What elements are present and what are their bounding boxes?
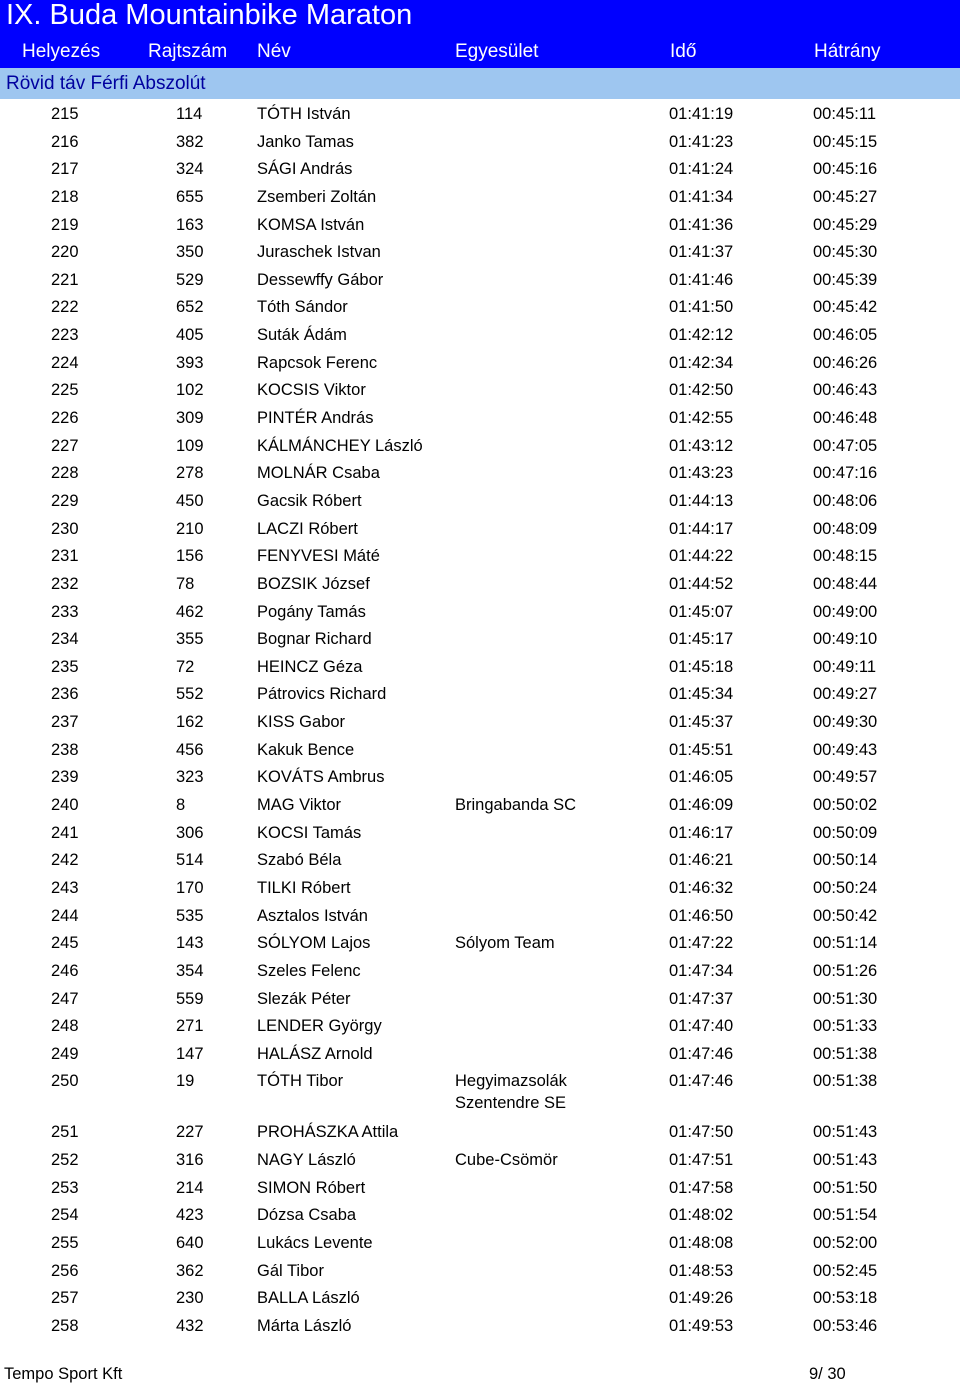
result-time: 01:41:24 [669,160,734,179]
result-name: Szabó Béla [257,851,342,870]
result-time: 01:48:02 [669,1206,734,1225]
result-place: 248 [51,1017,79,1036]
result-place: 257 [51,1289,79,1308]
result-place: 256 [51,1261,79,1280]
result-time: 01:47:40 [669,1017,734,1036]
result-name: KOMSA István [257,215,365,234]
result-gap: 00:49:10 [813,630,878,649]
result-gap: 00:45:39 [813,270,878,289]
title-bar [0,0,960,36]
result-time: 01:48:53 [669,1261,734,1280]
result-bib: 114 [176,105,203,123]
result-place: 244 [51,906,79,925]
result-bib: 323 [176,768,204,787]
table-row [0,294,960,322]
result-gap: 00:51:33 [813,1017,878,1036]
result-gap: 00:48:09 [813,519,878,538]
result-time: 01:48:08 [669,1233,734,1252]
result-bib: 450 [176,491,204,510]
result-name: PROHÁSZKA Attila [257,1123,399,1142]
footer-page-number: 9/ 30 [809,1365,846,1383]
result-place: 228 [51,464,79,483]
result-name: LACZI Róbert [257,519,358,538]
result-bib: 147 [176,1044,204,1063]
result-name: Gál Tibor [257,1261,324,1280]
table-row [0,1068,960,1119]
result-name: HEINCZ Géza [257,657,363,676]
table-row [0,654,960,682]
result-bib: 423 [176,1206,204,1225]
header-place: Helyezés [22,41,101,62]
result-gap: 00:49:11 [813,657,877,676]
result-time: 01:47:34 [669,961,734,980]
result-name: Kakuk Bence [257,740,355,759]
result-club: Bringabanda SC [455,796,577,815]
table-row [0,958,960,986]
result-time: 01:41:36 [669,215,734,234]
result-name: KOVÁTS Ambrus [257,768,385,787]
result-place: 253 [51,1178,79,1197]
result-time: 01:45:37 [669,713,734,732]
result-bib: 362 [176,1261,204,1280]
result-gap: 00:51:38 [813,1072,878,1091]
result-bib: 102 [176,381,204,400]
result-name: Zsemberi Zoltán [257,187,377,206]
table-row [0,239,960,267]
result-name: BOZSIK József [257,574,370,593]
result-bib: 316 [176,1151,204,1170]
table-row [0,571,960,599]
result-club: Sólyom Team [455,934,555,953]
result-gap: 00:50:09 [813,823,878,842]
table-row [0,156,960,184]
result-name: Juraschek Istvan [257,243,381,262]
table-row [0,737,960,765]
header-name: Név [257,41,291,62]
result-gap: 00:46:43 [813,381,878,400]
result-bib: 355 [176,630,204,649]
result-time: 01:45:34 [669,685,734,704]
table-row [0,681,960,709]
table-row [0,212,960,240]
result-time: 01:44:13 [669,491,734,510]
result-bib: 559 [176,989,204,1008]
table-row [0,322,960,350]
result-place: 258 [51,1316,79,1335]
result-time: 01:49:53 [669,1316,734,1335]
result-name: LENDER György [257,1017,382,1036]
result-place: 238 [51,740,79,759]
result-place: 231 [51,547,79,566]
result-name: Szeles Felenc [257,961,361,980]
result-time: 01:41:37 [669,243,734,262]
result-time: 01:47:50 [669,1123,734,1142]
result-place: 233 [51,602,79,621]
result-time: 01:45:17 [669,630,734,649]
table-row [0,875,960,903]
result-place: 242 [51,851,79,870]
result-place: 232 [51,574,79,593]
table-row [0,1175,960,1203]
table-row [0,488,960,516]
table-row [0,986,960,1014]
result-time: 01:42:50 [669,381,734,400]
result-bib: 393 [176,353,204,372]
result-place: 222 [51,298,79,317]
result-name: FENYVESI Máté [257,547,380,566]
result-name: TÓTH István [257,105,351,123]
result-gap: 00:51:14 [813,934,878,953]
table-row [0,1202,960,1230]
result-club: Cube-Csömör [455,1151,558,1170]
result-place: 215 [51,105,79,123]
result-bib: 514 [176,851,204,870]
result-name: Gacsik Róbert [257,491,362,510]
result-name: Dózsa Csaba [257,1206,357,1225]
table-row [0,792,960,820]
result-place: 221 [51,270,79,289]
result-bib: 162 [176,713,204,732]
result-place: 234 [51,630,79,649]
result-gap: 00:50:02 [813,796,878,815]
result-name: NAGY László [257,1151,356,1170]
header-gap: Hátrány [814,41,881,62]
result-time: 01:44:22 [669,547,734,566]
result-name: TILKI Róbert [257,878,351,897]
table-row [0,930,960,958]
result-bib: 109 [176,436,204,455]
table-row [0,1230,960,1258]
result-bib: 19 [176,1072,195,1091]
table-row [0,1041,960,1069]
result-bib: 271 [176,1017,204,1036]
result-gap: 00:49:43 [813,740,878,759]
result-time: 01:42:12 [669,326,734,345]
table-row [0,405,960,433]
result-place: 246 [51,961,79,980]
result-name: Janko Tamas [257,132,354,151]
result-bib: 405 [176,326,204,345]
result-bib: 382 [176,132,204,151]
result-place: 252 [51,1151,79,1170]
result-place: 235 [51,657,79,676]
result-name: Asztalos István [257,906,368,925]
result-name: Márta László [257,1316,352,1335]
result-name: TÓTH Tibor [257,1072,344,1091]
result-name: BALLA László [257,1289,360,1308]
category-bar [0,68,960,99]
result-name: Lukács Levente [257,1233,373,1252]
result-time: 01:46:09 [669,796,734,815]
result-time: 01:41:19 [669,105,734,123]
result-time: 01:45:18 [669,657,734,676]
result-place: 230 [51,519,79,538]
result-bib: 230 [176,1289,204,1308]
result-time: 01:47:22 [669,934,734,953]
result-gap: 00:45:11 [813,105,877,123]
table-row [0,764,960,792]
result-place: 240 [51,796,79,815]
result-time: 01:41:46 [669,270,734,289]
result-place: 226 [51,409,79,428]
result-bib: 163 [176,215,204,234]
result-time: 01:45:51 [669,740,734,759]
result-bib: 552 [176,685,204,704]
result-time: 01:41:34 [669,187,734,206]
result-place: 243 [51,878,79,897]
table-row [0,1147,960,1175]
result-name: KOCSI Tamás [257,823,362,842]
result-time: 01:44:17 [669,519,734,538]
table-row [0,847,960,875]
result-gap: 00:52:00 [813,1233,878,1252]
table-row [0,1119,960,1147]
result-time: 01:43:12 [669,436,734,455]
result-place: 250 [51,1072,79,1091]
result-place: 237 [51,713,79,732]
result-bib: 143 [176,934,204,953]
result-bib: 227 [176,1123,204,1142]
result-gap: 00:51:54 [813,1206,878,1225]
result-place: 255 [51,1233,79,1252]
result-place: 218 [51,187,79,206]
result-place: 247 [51,989,79,1008]
result-gap: 00:50:24 [813,878,878,897]
result-gap: 00:49:30 [813,713,878,732]
table-row [0,129,960,157]
result-gap: 00:51:50 [813,1178,878,1197]
result-gap: 00:48:06 [813,491,878,510]
result-time: 01:42:34 [669,353,734,372]
result-bib: 78 [176,574,195,593]
result-gap: 00:51:43 [813,1123,878,1142]
result-name: Pogány Tamás [257,602,366,621]
table-row [0,1313,960,1341]
table-row [0,1285,960,1313]
result-gap: 00:46:05 [813,326,878,345]
result-name: Slezák Péter [257,989,351,1008]
result-time: 01:46:50 [669,906,734,925]
column-header-bar [0,36,960,68]
result-place: 254 [51,1206,79,1225]
result-time: 01:43:23 [669,464,734,483]
page-title: IX. Buda Mountainbike Maraton [6,0,413,31]
result-time: 01:42:55 [669,409,734,428]
result-gap: 00:50:42 [813,906,878,925]
result-gap: 00:49:57 [813,768,878,787]
result-gap: 00:47:16 [813,464,878,483]
result-bib: 156 [176,547,204,566]
result-name: SIMON Róbert [257,1178,366,1197]
result-gap: 00:53:18 [813,1289,878,1308]
result-gap: 00:45:42 [813,298,878,317]
result-bib: 306 [176,823,204,842]
result-time: 01:46:21 [669,851,734,870]
result-bib: 354 [176,961,204,980]
result-bib: 170 [176,878,204,897]
footer-company: Tempo Sport Kft [4,1365,123,1383]
table-row [0,516,960,544]
table-row [0,350,960,378]
result-name: KÁLMÁNCHEY László [257,436,423,455]
result-bib: 324 [176,160,204,179]
result-name: PINTÉR András [257,409,374,428]
result-gap: 00:45:16 [813,160,878,179]
table-row [0,184,960,212]
result-gap: 00:53:46 [813,1316,878,1335]
result-bib: 529 [176,270,204,289]
result-gap: 00:45:30 [813,243,878,262]
table-row [0,903,960,931]
table-row [0,1013,960,1041]
result-bib: 72 [176,657,195,676]
table-row [0,377,960,405]
result-bib: 309 [176,409,204,428]
result-bib: 456 [176,740,204,759]
result-bib: 462 [176,602,204,621]
table-row [0,1258,960,1286]
results-table [0,101,960,1341]
table-row [0,267,960,295]
result-place: 216 [51,132,79,151]
result-time: 01:46:32 [669,878,734,897]
table-row [0,599,960,627]
result-gap: 00:46:26 [813,353,878,372]
result-name: MAG Viktor [257,796,342,815]
result-time: 01:47:46 [669,1044,734,1063]
result-bib: 655 [176,187,204,206]
result-gap: 00:48:44 [813,574,878,593]
result-time: 01:47:58 [669,1178,734,1197]
result-gap: 00:47:05 [813,436,878,455]
table-row [0,543,960,571]
result-name: Tóth Sándor [257,298,348,317]
result-name: SÁGI András [257,160,353,179]
table-row [0,433,960,461]
result-gap: 00:51:38 [813,1044,878,1063]
result-place: 217 [51,160,79,179]
result-gap: 00:45:29 [813,215,878,234]
result-gap: 00:45:15 [813,132,878,151]
result-place: 241 [51,823,79,842]
result-time: 01:46:17 [669,823,734,842]
result-time: 01:47:51 [669,1151,734,1170]
table-row [0,626,960,654]
result-bib: 432 [176,1316,204,1335]
table-row [0,460,960,488]
result-gap: 00:52:45 [813,1261,878,1280]
result-name: Dessewffy Gábor [257,270,384,289]
result-bib: 652 [176,298,204,317]
result-place: 239 [51,768,79,787]
result-name: Bognar Richard [257,630,372,649]
table-row [0,101,960,129]
result-gap: 00:46:48 [813,409,878,428]
result-bib: 210 [176,519,204,538]
result-bib: 278 [176,464,204,483]
result-time: 01:47:37 [669,989,734,1008]
result-gap: 00:49:27 [813,685,878,704]
result-name: Pátrovics Richard [257,685,387,704]
result-place: 229 [51,491,79,510]
header-bib: Rajtszám [148,41,228,62]
result-bib: 640 [176,1233,204,1252]
result-gap: 00:51:30 [813,989,878,1008]
result-name: SÓLYOM Lajos [257,934,371,953]
result-club: Hegyimazsolák Szentendre SE [455,1072,567,1113]
result-place: 249 [51,1044,79,1063]
result-place: 245 [51,934,79,953]
result-time: 01:49:26 [669,1289,734,1308]
result-name: MOLNÁR Csaba [257,464,380,483]
table-row [0,820,960,848]
result-place: 220 [51,243,79,262]
result-name: HALÁSZ Arnold [257,1044,373,1063]
result-gap: 00:45:27 [813,187,878,206]
result-name: KISS Gabor [257,713,346,732]
result-place: 251 [51,1123,79,1142]
result-gap: 00:50:14 [813,851,878,870]
result-time: 01:46:05 [669,768,734,787]
result-place: 236 [51,685,79,704]
result-name: Suták Ádám [257,326,347,345]
result-time: 01:45:07 [669,602,734,621]
result-name: Rapcsok Ferenc [257,353,378,372]
result-time: 01:44:52 [669,574,734,593]
result-gap: 00:49:00 [813,602,878,621]
result-place: 227 [51,436,79,455]
result-place: 219 [51,215,79,234]
result-gap: 00:51:26 [813,961,878,980]
result-time: 01:41:50 [669,298,734,317]
result-name: KOCSIS Viktor [257,381,366,400]
result-gap: 00:48:15 [813,547,878,566]
header-time: Idő [670,41,697,62]
result-time: 01:47:46 [669,1072,734,1091]
header-club: Egyesület [455,41,539,62]
result-bib: 535 [176,906,204,925]
result-place: 223 [51,326,79,345]
result-place: 225 [51,381,79,400]
result-time: 01:41:23 [669,132,734,151]
result-bib: 8 [176,796,186,815]
result-bib: 214 [176,1178,204,1197]
table-row [0,709,960,737]
result-place: 224 [51,353,79,372]
result-bib: 350 [176,243,204,262]
category-title: Rövid táv Férfi Abszolút [6,73,206,94]
result-gap: 00:51:43 [813,1151,878,1170]
